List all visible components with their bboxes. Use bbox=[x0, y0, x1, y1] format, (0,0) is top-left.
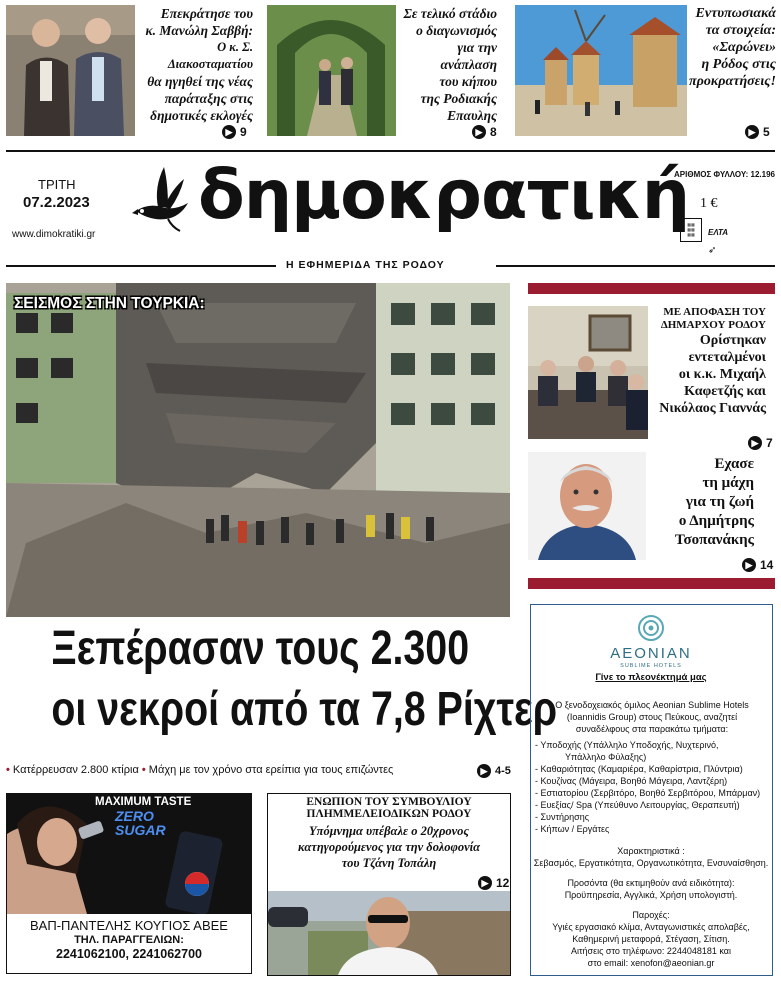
masthead-date: 07.2.2023 bbox=[23, 194, 90, 211]
obituary-portrait-photo[interactable] bbox=[528, 452, 646, 560]
council-headline-line: οι κ.κ. Μιχαήλ bbox=[678, 367, 766, 382]
pepsi-ad[interactable] bbox=[6, 793, 252, 974]
offers-label: Παροχές: bbox=[632, 910, 670, 920]
earthquake-photo-art bbox=[6, 283, 510, 617]
traits-label: Χαρακτηριστικά : bbox=[617, 846, 685, 856]
teaser-line: Εντυπωσιακά bbox=[695, 6, 776, 21]
politicians-photo-art bbox=[6, 5, 135, 136]
department-item: - Ευεξίας/ Spa (Υπεύθυνο Λειτουργίας, Θεραπευτή) bbox=[535, 800, 740, 810]
teaser-line: τα στοιχεία: bbox=[705, 23, 776, 38]
court-story-box[interactable] bbox=[267, 793, 511, 976]
obituary-headline-line: Εχασε bbox=[714, 456, 754, 472]
price: 1 € bbox=[700, 196, 718, 211]
council-headline-line: Καφετζής και bbox=[684, 384, 766, 399]
court-headline-line: κατηγορούμενος για την δολοφονία bbox=[297, 840, 481, 854]
masthead-title: δημοκρατική bbox=[198, 156, 690, 235]
requirements-label: Προσόντα (θα εκτιμηθούν ανά ειδικότητα): bbox=[567, 878, 735, 888]
aeonian-offers-block bbox=[531, 909, 771, 945]
bullet-dot: • bbox=[6, 764, 10, 776]
teaser-line: Σε τελικό στάδιο bbox=[403, 6, 497, 21]
garden-photo-art bbox=[267, 5, 396, 136]
obituary-headline-line: Τσοπανάκης bbox=[674, 532, 754, 548]
pepsi-company: ΒΑΠ-ΠΑΝΤΕΛΗΣ ΚΟΥΓΙΟΣ ΑΒΕΕ bbox=[30, 918, 228, 933]
aeonian-intro: Ο ξενοδοχειακός όμιλος Aeonian Sublime Hotels (Ioannidis Group) στους Πεύκους, αναζητεί συναδέλφους στα παρακάτω τμήματα: bbox=[555, 700, 749, 734]
aeonian-requirements-block bbox=[531, 877, 771, 901]
elta-logo bbox=[708, 222, 740, 256]
teaser-line: κ. Μανώλη Σαββή: bbox=[145, 23, 253, 38]
arrow-right-icon: ▶ bbox=[745, 125, 759, 139]
offers-text-2: Καθημερινή μεταφορά, Στέγαση, Σίτιση. bbox=[572, 934, 730, 944]
teaser-line: της Ροδιακής bbox=[420, 91, 497, 106]
court-story-page-ref[interactable] bbox=[478, 876, 509, 890]
issue-number: ΑΡΙΘΜΟΣ ΦΥΛΛΟΥ: 12.196 bbox=[674, 170, 775, 179]
obituary-portrait-art bbox=[528, 452, 646, 560]
court-kicker-1: ΕΝΩΠΙΟΝ ΤΟΥ ΣΥΜΒΟΥΛΙΟΥ bbox=[306, 796, 472, 808]
aeonian-heading: Γίνε το πλεονέκτημά μας bbox=[595, 672, 707, 683]
council-headline-line: Νικόλαος Γιαννάς bbox=[659, 401, 766, 416]
windmills-photo-art bbox=[515, 5, 687, 136]
arrow-right-icon: ▶ bbox=[748, 436, 762, 450]
aeonian-logo-icon bbox=[634, 613, 668, 643]
arrow-right-icon: ▶ bbox=[222, 125, 236, 139]
teaser-text-2[interactable] bbox=[398, 5, 497, 124]
teaser-line: δημοτικές εκλογές bbox=[150, 108, 253, 123]
department-item: - Συντήρησης bbox=[535, 812, 590, 822]
department-item: - Εστιατορίου (Σερβιτόρο, Βοηθό Σερβιτόρου, Μπάρμαν) bbox=[535, 788, 761, 798]
department-item: - Κουζίνας (Μάγειρα, Βοηθό Μάγειρα, Λαντζέρη) bbox=[535, 776, 728, 786]
pepsi-phones[interactable]: 2241062100, 2241062700 bbox=[56, 947, 202, 961]
department-item: - Καθαριότητας (Καμαριέρα, Καθαρίστρια, Πλύντρια) bbox=[535, 764, 743, 774]
council-story-headline[interactable] bbox=[650, 306, 766, 417]
arrow-right-icon: ▶ bbox=[472, 125, 486, 139]
pepsi-ad-info bbox=[7, 914, 251, 974]
court-headline-line: του Τζάνη Τοπάλη bbox=[341, 856, 437, 870]
department-item: - Υποδοχής (Υπάλληλο Υποδοχής, Νυχτερινό, bbox=[535, 740, 719, 750]
pepsi-tagline-1: MAXIMUM TASTE bbox=[95, 796, 192, 808]
earthquake-photo[interactable] bbox=[6, 283, 510, 617]
elta-label: ΕΛΤΑ bbox=[708, 228, 729, 237]
aeonian-brand: AEONIAN bbox=[610, 645, 692, 662]
teaser-line: ο διαγωνισμός bbox=[416, 23, 497, 38]
court-story-photo bbox=[268, 891, 510, 975]
aeonian-brand-sub: SUBLIME HOTELS bbox=[620, 663, 682, 669]
traits-text: Σεβασμός, Εργατικότητα, Οργανωτικότητα, Ενσυναίσθηση. bbox=[533, 858, 769, 868]
council-meeting-photo-art bbox=[528, 306, 648, 439]
aeonian-contact-block bbox=[531, 945, 771, 969]
contact-email[interactable]: στο email: xenofon@aeonian.gr bbox=[587, 958, 715, 968]
teaser-line: για την ανάπλαση bbox=[440, 40, 497, 72]
court-headline-line: Υπόμνημα υπέβαλε ο 20χρονος bbox=[309, 824, 469, 838]
council-headline-line: εντεταλμένοι bbox=[688, 350, 766, 365]
requirements-text: Προϋπηρεσία, Αγγλικά, Χρήση υπολογιστή. bbox=[564, 890, 738, 900]
tagline: Η ΕΦΗΜΕΡΙΔΑ ΤΗΣ ΡΟΔΟΥ bbox=[286, 259, 445, 271]
department-item: - Κήπων / Εργάτες bbox=[535, 824, 610, 834]
teaser-line: Επεκράτησε του bbox=[160, 6, 253, 21]
dove-logo-icon bbox=[128, 163, 194, 235]
page-number: 4-5 bbox=[495, 765, 511, 777]
pepsi-tagline-2: ZERO bbox=[115, 808, 154, 824]
teaser-photo-politicians[interactable] bbox=[6, 5, 135, 136]
earthquake-photo-caption: ΣΕΙΣΜΟΣ ΣΤΗΝ ΤΟΥΡΚΙΑ: bbox=[14, 295, 205, 312]
council-meeting-photo[interactable] bbox=[528, 306, 648, 439]
page-number: 5 bbox=[763, 125, 770, 139]
postage-stamp-icon: ▦▦ ▦▦ ▦▦ bbox=[680, 218, 702, 242]
bullet-collapsed-buildings: Κατέρρευσαν 2.800 κτίρια bbox=[12, 764, 139, 776]
teaser-text-1[interactable] bbox=[136, 5, 253, 124]
page-number: 12 bbox=[496, 876, 510, 890]
teaser-photo-garden[interactable] bbox=[267, 5, 396, 136]
council-headline-line: Ορίστηκαν bbox=[699, 333, 766, 348]
teaser-line: προκρατήσεις! bbox=[689, 74, 776, 89]
pepsi-phone-label: ΤΗΛ. ΠΑΡΑΓΓΕΛΙΩΝ: bbox=[74, 934, 184, 946]
court-headline bbox=[268, 823, 510, 871]
page-number: 8 bbox=[490, 125, 497, 139]
page-number: 9 bbox=[240, 125, 247, 139]
masthead-bottom-rule-right bbox=[496, 265, 775, 267]
teaser-line: η Ρόδος στις bbox=[701, 57, 776, 72]
aeonian-traits-block bbox=[531, 845, 771, 869]
page-number: 7 bbox=[766, 436, 773, 450]
arrow-right-icon: ▶ bbox=[477, 764, 491, 778]
teaser-line: «Σαρώνει» bbox=[712, 40, 776, 55]
right-column-middle-bar bbox=[528, 578, 775, 589]
arrow-right-icon: ▶ bbox=[742, 558, 756, 572]
council-kicker-line: ΜΕ ΑΠΟΦΑΣΗ ΤΟΥ bbox=[663, 306, 766, 318]
masthead-bottom-rule-left bbox=[6, 265, 276, 267]
main-story-page-ref[interactable] bbox=[477, 764, 511, 778]
right-column-top-bar bbox=[528, 283, 775, 294]
masthead-day: ΤΡΙΤΗ bbox=[38, 177, 76, 192]
teaser-line: θα ηγηθεί της νέας bbox=[147, 74, 253, 89]
teaser-line: του κήπου bbox=[439, 74, 497, 89]
court-kicker-2: ΠΛΗΜΜΕΛΕΙΟΔΙΚΩΝ ΡΟΔΟΥ bbox=[306, 808, 472, 820]
bullet-dot: • bbox=[141, 764, 146, 776]
teaser-text-3[interactable] bbox=[688, 5, 776, 90]
arrow-right-icon: ▶ bbox=[478, 876, 492, 890]
obituary-headline-line: για τη ζωή bbox=[685, 494, 754, 510]
teaser-line: Επαυλης bbox=[447, 108, 497, 123]
teaser-2-page-ref[interactable] bbox=[472, 125, 497, 139]
obituary-headline[interactable] bbox=[650, 455, 754, 550]
pepsi-tagline-3: SUGAR bbox=[115, 822, 166, 838]
council-story-page-ref[interactable] bbox=[748, 436, 773, 450]
main-bullets bbox=[6, 764, 486, 776]
main-headline-line-2[interactable]: οι νεκροί από τα 7,8 Ρίχτερ bbox=[51, 683, 558, 736]
teaser-photo-windmills[interactable] bbox=[515, 5, 687, 136]
obituary-page-ref[interactable] bbox=[742, 558, 773, 572]
masthead-website[interactable]: www.dimokratiki.gr bbox=[12, 229, 96, 240]
aeonian-ad[interactable] bbox=[530, 604, 773, 976]
council-kicker-line: ΔΗΜΑΡΧΟΥ ΡΟΔΟΥ bbox=[660, 319, 766, 331]
teaser-1-page-ref[interactable] bbox=[222, 125, 247, 139]
contact-phone[interactable]: Αιτήσεις στο τηλέφωνο: 2244048181 και bbox=[570, 946, 732, 956]
bullet-race-against-time: Μάχη με τον χρόνο στα ερείπια για τους επιζώντες bbox=[148, 764, 394, 776]
obituary-headline-line: ο Δημήτρης bbox=[678, 513, 754, 529]
teaser-line: Ο κ. Σ. Διακοσταματίου bbox=[167, 40, 253, 71]
elta-bird-icon: ➶ bbox=[708, 245, 717, 256]
teaser-line: παράταξης στις bbox=[164, 91, 253, 106]
offers-text-1: Υγιές εργασιακό κλίμα, Ανταγωνιστικές απολαβές, bbox=[552, 922, 750, 932]
page-number: 14 bbox=[760, 558, 774, 572]
department-item: Υπάλληλο Φύλαξης) bbox=[565, 752, 647, 762]
obituary-headline-line: τη μάχη bbox=[702, 475, 754, 491]
aeonian-departments bbox=[535, 739, 770, 835]
teaser-3-page-ref[interactable] bbox=[745, 125, 770, 139]
main-headline-line-1[interactable]: Ξεπέρασαν τους 2.300 bbox=[51, 622, 470, 675]
